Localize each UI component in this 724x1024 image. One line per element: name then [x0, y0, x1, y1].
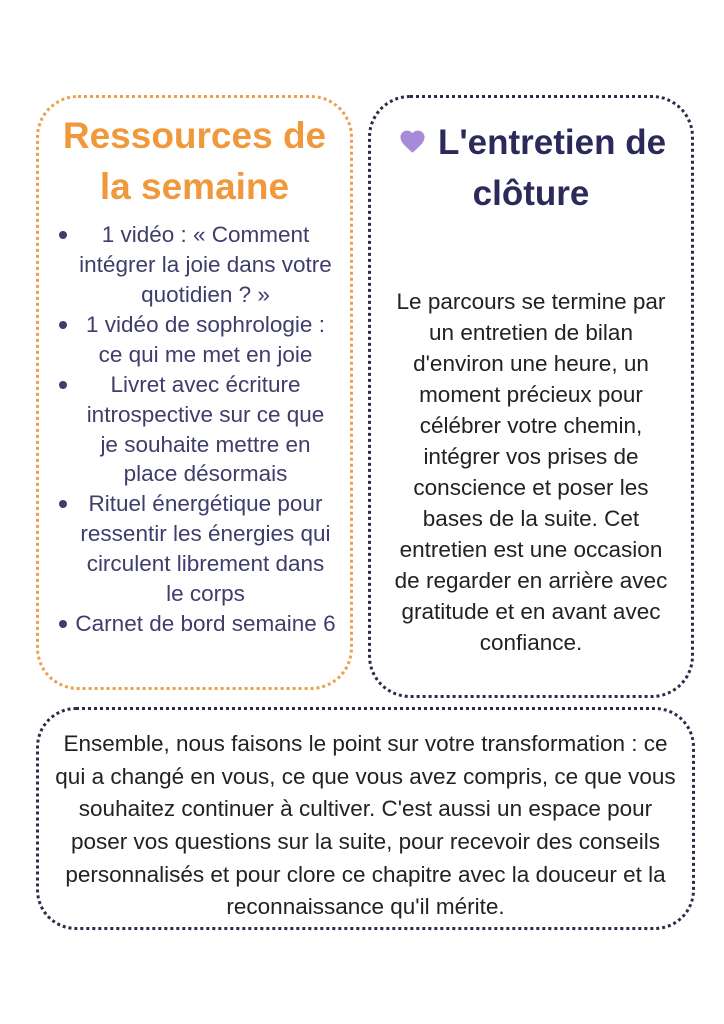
closing-interview-title-text: L'entretien de clôture: [437, 123, 667, 213]
heart-icon: [396, 120, 429, 149]
summary-body: Ensemble, nous faisons le point sur votre transformation : ce qui a changé en vous, ce que vous avez compris, ce que vous souhaitez continuer à cultiver. C'est aussi un espace pour poser vos questions sur la suite, pour recevoir des conseils personnalisés et pour clore ce chapitre avec la douceur et la reconnaissance qu'il mérite.: [55, 731, 676, 920]
bullet-dot-icon: [59, 231, 67, 239]
closing-interview-body: Le parcours se termine par un entretien de bilan d'environ une heure, un moment précieux pour célébrer votre chemin, intégrer vos prises de conscience et poser les bases de la suite. Cet entretien est une occasion de regarder en arrière avec gratitude et en avant avec confiance.: [394, 288, 668, 656]
list-item: [53, 220, 336, 310]
bullet-dot-icon: [59, 500, 67, 508]
list-item-text: 1 vidéo de sophrologie : ce qui me met en joie: [86, 311, 325, 367]
closing-interview-card: [368, 95, 694, 698]
list-item-text: 1 vidéo : « Comment intégrer la joie dans votre quotidien ? »: [79, 222, 332, 307]
summary-card: [36, 707, 695, 930]
bullet-dot-icon: [59, 620, 67, 628]
bullet-dot-icon: [59, 321, 67, 329]
resource-list: [53, 220, 336, 639]
bullet-dot-icon: [59, 381, 67, 389]
list-item: [53, 609, 336, 639]
closing-interview-title: [385, 118, 677, 220]
resources-title: Ressources de la semaine: [62, 115, 327, 208]
resources-card: [36, 95, 353, 690]
list-item: [53, 310, 336, 370]
list-item-text: Carnet de bord semaine 6: [75, 611, 336, 637]
list-item: [53, 489, 336, 609]
list-item-text: Livret avec écriture introspective sur ce que je souhaite mettre en place désormais: [86, 371, 325, 487]
list-item-text: Rituel énergétique pour ressentir les énergies qui circulent librement dans le corps: [80, 491, 331, 607]
list-item: [53, 370, 336, 490]
